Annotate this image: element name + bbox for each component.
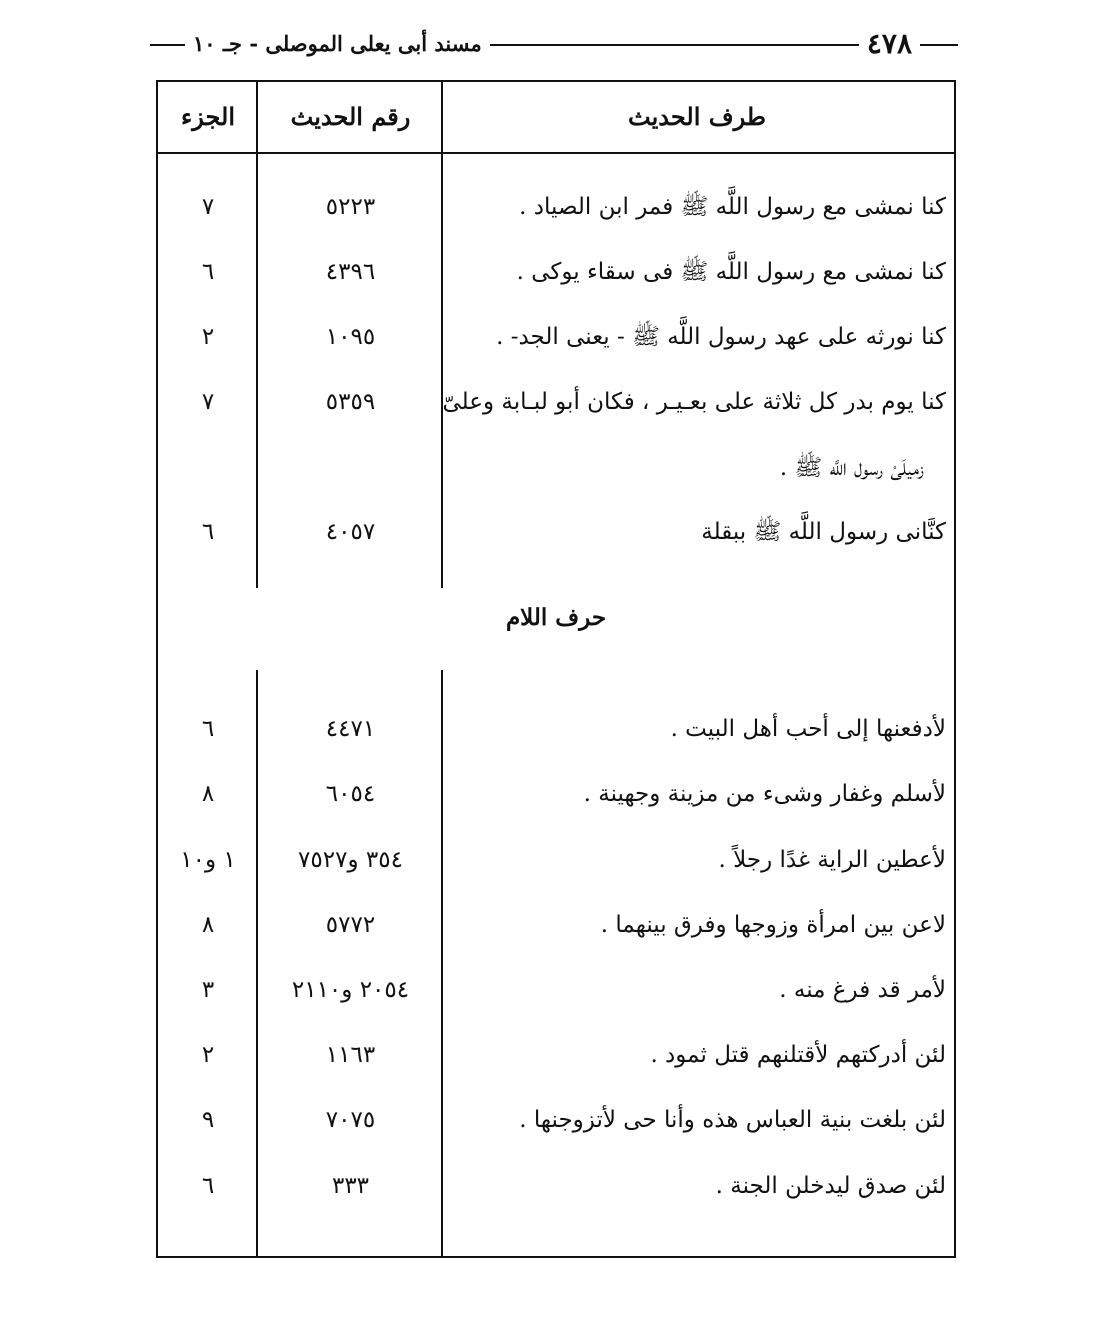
table-row (158, 903, 954, 947)
hadith-number-cell: ٤٠٥٧ (325, 519, 376, 545)
hadith-number-cell: ٣٥٤ و٧٥٢٧ (298, 847, 403, 873)
part-cell: ٧ (201, 194, 215, 220)
hadith-start-cell: كنَّانى رسول اللَّه ﷺ ببقلة (701, 519, 946, 545)
hadith-number-cell: ٤٤٧١ (325, 716, 376, 742)
hadith-number-cell: ٢٠٥٤ و٢١١٠ (291, 977, 410, 1003)
part-cell: ٨ (201, 781, 215, 807)
table-row (158, 707, 954, 751)
hadith-number-cell: ٥٢٢٣ (325, 194, 376, 220)
hadith-start-cell: لئن بلغت بنية العباس هذه وأنا حى لأتزوجنها . (519, 1107, 946, 1133)
table-row (158, 1164, 954, 1208)
hadith-start-cell: لأمر قد فرغ منه . (779, 977, 946, 1003)
hadith-start-cell: كنا يوم بدر كل ثلاثة على بعـيـر ، فكان أبو لبـابة وعلىّ (442, 389, 946, 415)
table-row (158, 185, 954, 229)
header-hadith-start: طرف الحديث (628, 102, 766, 131)
part-cell: ٢ (201, 324, 215, 350)
part-cell: ٧ (201, 389, 215, 415)
part-cell: ٢ (201, 1042, 215, 1068)
page-number: ٤٧٨ (859, 28, 920, 60)
table-row (158, 968, 954, 1012)
part-cell: ٦ (201, 1173, 215, 1199)
hadith-number-cell: ١١٦٣ (325, 1042, 376, 1068)
table-header-row (158, 82, 954, 154)
hadith-start-cell: كنا نورثه على عهد رسول اللَّه ﷺ - يعنى الجد- . (496, 324, 946, 350)
hadith-start-cell: لئن صدق ليدخلن الجنة . (715, 1173, 946, 1199)
part-cell: ٦ (201, 519, 215, 545)
column-divider (441, 82, 443, 152)
table-row (158, 772, 954, 816)
hadith-start-cell: لئن أدركتهم لأقتلنهم قتل ثمود . (650, 1042, 946, 1068)
part-cell: ٣ (201, 977, 215, 1003)
table-row (158, 1033, 954, 1077)
column-divider (256, 82, 258, 152)
hadith-number-cell: ٤٣٩٦ (325, 259, 376, 285)
section-heading-lam: حرف اللام (505, 604, 607, 631)
part-cell: ١ و١٠ (180, 847, 236, 873)
hadith-number-cell: ٣٣٣ (331, 1173, 370, 1199)
hadith-start-cell: كنا نمشى مع رسول اللَّه ﷺ فمر ابن الصياد . (519, 194, 946, 220)
table-row (158, 838, 954, 882)
hadith-start-cell: لأدفعنها إلى أحب أهل البيت . (670, 716, 946, 742)
hadith-start-cell: لأسلم وغفار وشىء من مزينة وجهينة . (583, 781, 946, 807)
part-cell: ٩ (201, 1107, 215, 1133)
hadith-index-table (156, 80, 956, 1258)
hadith-number-cell: ٥٧٧٢ (325, 912, 376, 938)
header-hadith-number: رقم الحديث (290, 102, 411, 131)
table-row (158, 250, 954, 294)
book-title: مسند أبى يعلى الموصلى - جـ ١٠ (185, 30, 490, 58)
part-cell: ٨ (201, 912, 215, 938)
table-row (158, 315, 954, 359)
running-head (150, 26, 958, 66)
header-part: الجزء (181, 102, 235, 131)
part-cell: ٦ (201, 716, 215, 742)
hadith-number-cell: ٧٠٧٥ (325, 1107, 376, 1133)
table-row (158, 510, 954, 554)
table-row (158, 380, 954, 424)
hadith-start-cell: زميلَىْ رسول اللَّه ﷺ . (779, 455, 924, 481)
hadith-number-cell: ١٠٩٥ (325, 324, 376, 350)
hadith-start-cell: لاعن بين امرأة وزوجها وفرق بينهما . (600, 912, 946, 938)
hadith-start-cell: لأعطين الراية غدًا رجلاً . (718, 847, 946, 873)
table-row-continuation (158, 446, 954, 490)
part-cell: ٦ (201, 259, 215, 285)
hadith-number-cell: ٥٣٥٩ (325, 389, 376, 415)
hadith-start-cell: كنا نمشى مع رسول اللَّه ﷺ فى سقاء يوكى . (516, 259, 946, 285)
hadith-number-cell: ٦٠٥٤ (325, 781, 376, 807)
table-row (158, 1098, 954, 1142)
